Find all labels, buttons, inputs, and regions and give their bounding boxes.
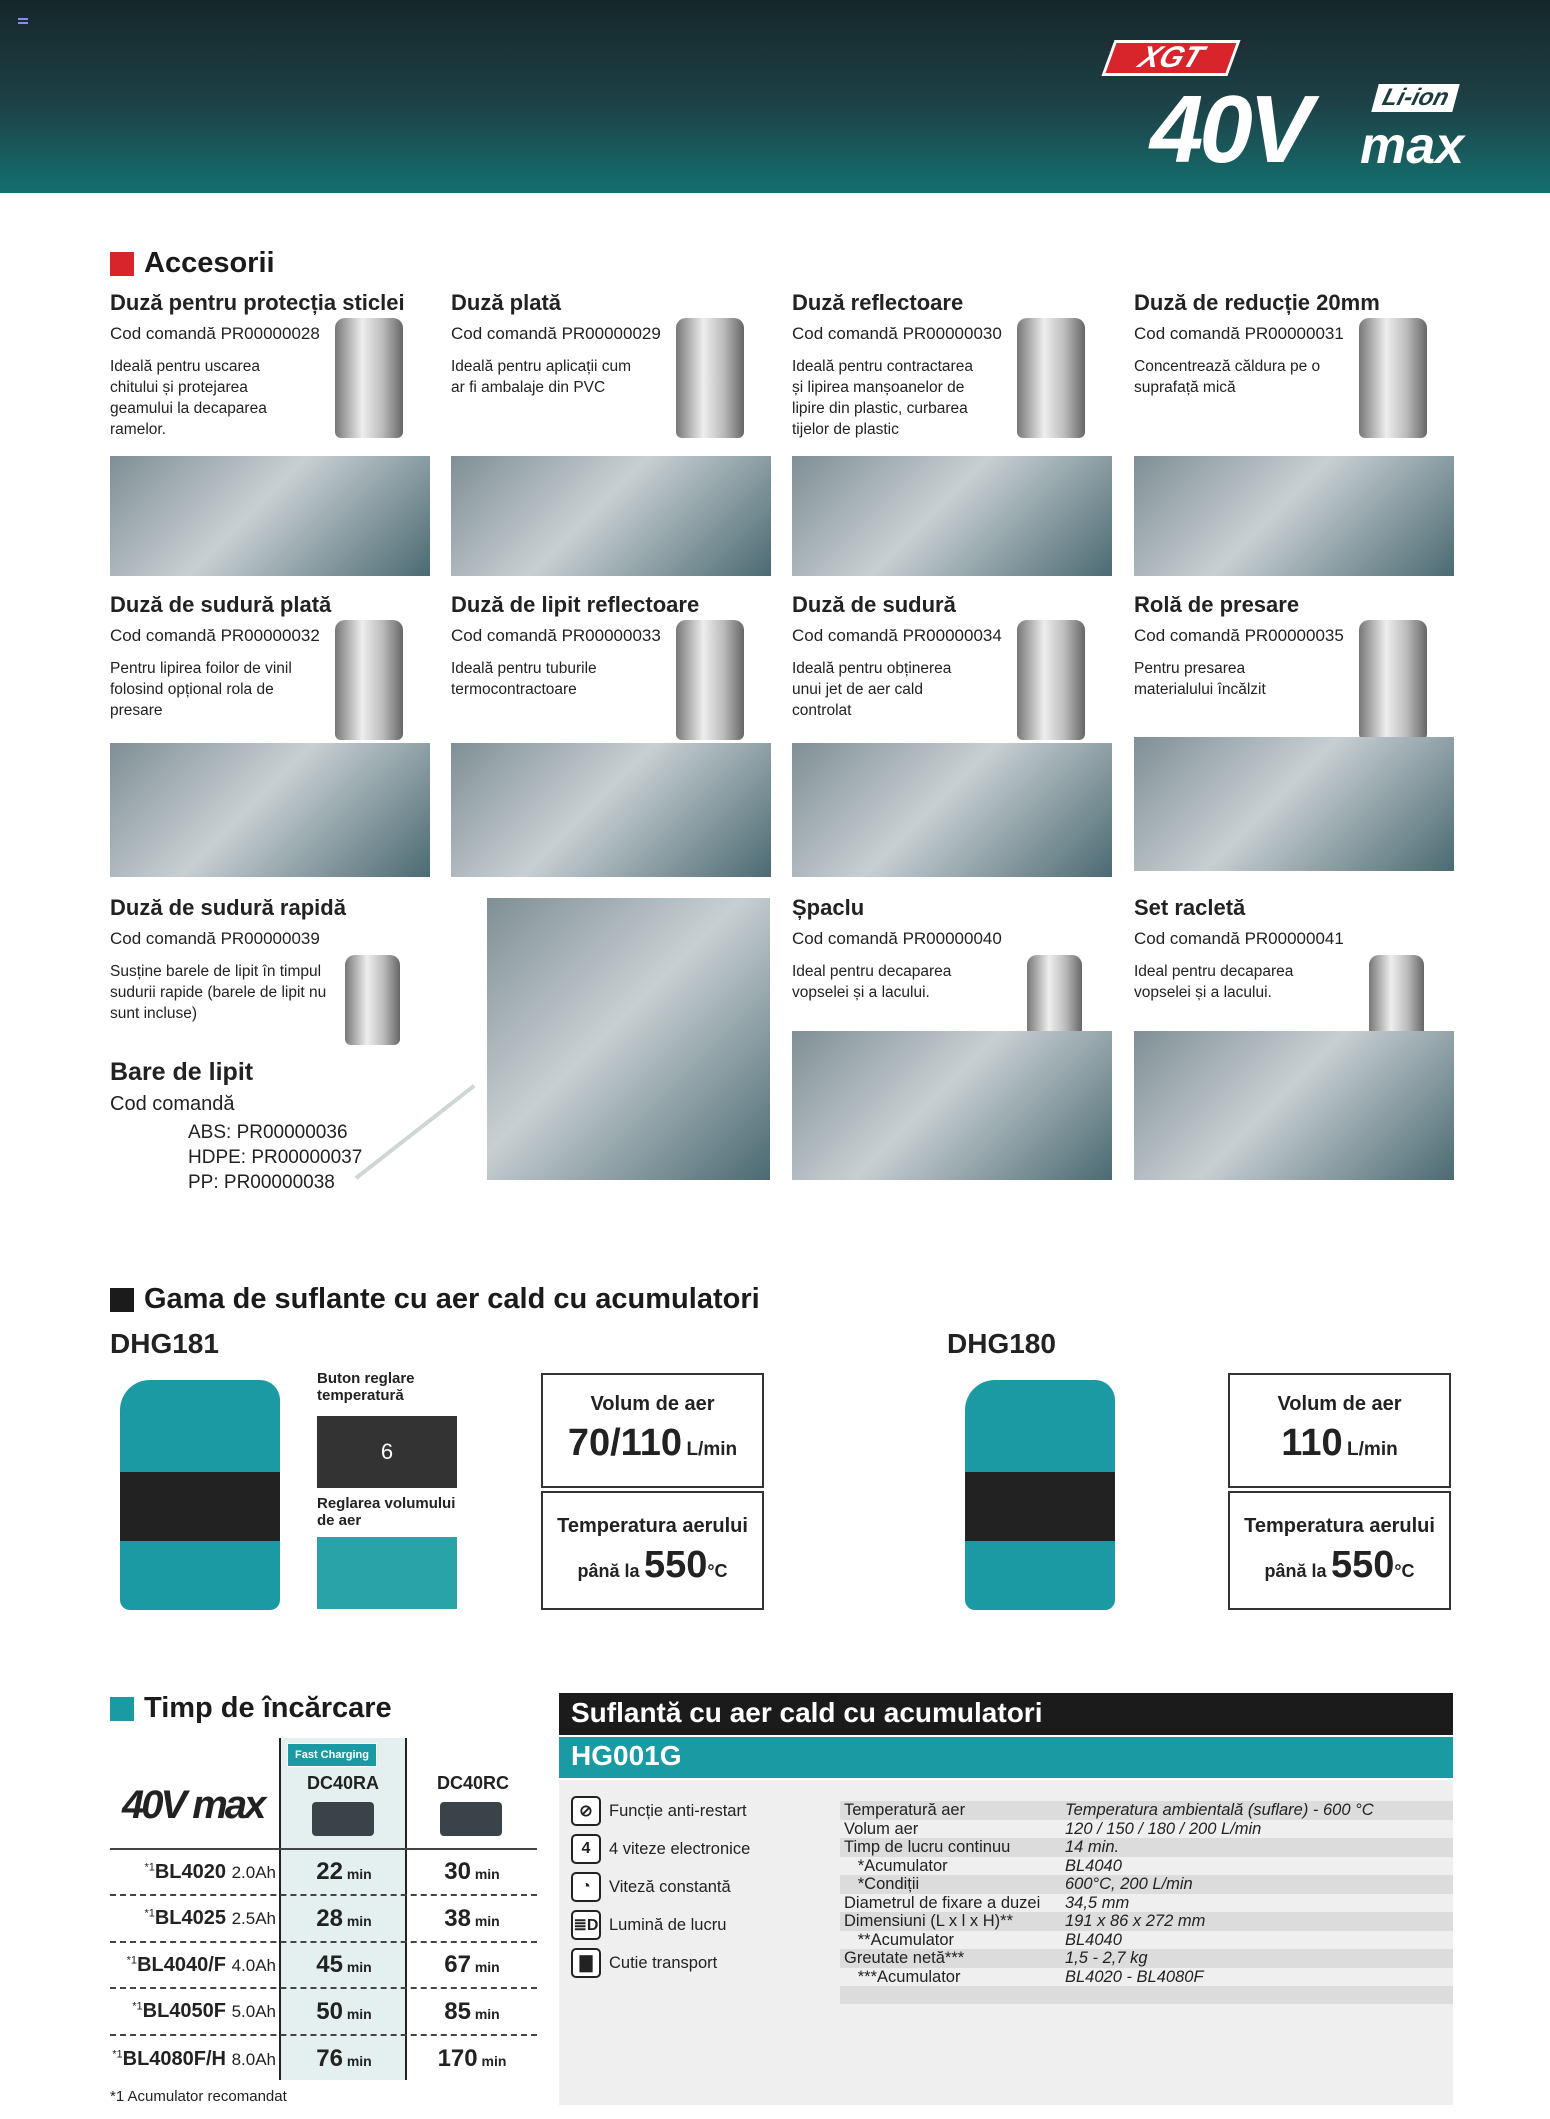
time-dc40ra: 45 min bbox=[316, 1951, 372, 1978]
product-title: Suflantă cu aer cald cu acumulatori bbox=[559, 1693, 1453, 1735]
accessory-desc: Ideală pentru obținerea unui jet de aer cald controlat bbox=[792, 660, 952, 719]
air-callout: Reglarea volumului de aer bbox=[317, 1495, 456, 1529]
dhg181-model: DHG181 bbox=[110, 1328, 219, 1359]
feature-item: ≣D Lumină de lucru bbox=[571, 1906, 750, 1944]
constant-speed-icon: ◔ bbox=[571, 1872, 601, 1902]
accessory-usage-photo bbox=[1134, 737, 1454, 871]
accessory-item bbox=[1134, 895, 1464, 1003]
spec-row: Greutate netă*** 1,5 - 2,7 kg bbox=[840, 1949, 1453, 1968]
anti-restart-icon: ⊘ bbox=[571, 1796, 601, 1826]
dhg181-temp-box: Temperatura aerului până la 550°C bbox=[541, 1491, 764, 1610]
accessory-item bbox=[1134, 592, 1464, 700]
liion-label: Li-ion bbox=[1371, 84, 1460, 112]
accessory-title: Rolă de presare bbox=[1134, 592, 1300, 617]
accessory-item bbox=[792, 290, 1122, 440]
feature-list bbox=[571, 1792, 750, 1982]
accessory-usage-photo bbox=[451, 456, 771, 576]
accessory-code: Cod comandă PR00000030 bbox=[792, 324, 1002, 343]
work-light-icon: ≣D bbox=[571, 1910, 601, 1940]
rods-title: Bare de lipit bbox=[110, 1058, 254, 1086]
accessory-desc: Ideală pentru aplicații cum ar fi ambalaje din PVC bbox=[451, 358, 632, 396]
rod-code: HDPE: PR00000037 bbox=[188, 1147, 363, 1168]
accessory-item bbox=[451, 592, 781, 700]
accessory-item bbox=[451, 290, 781, 398]
accessory-item bbox=[110, 895, 440, 1024]
time-dc40ra: 22 min bbox=[316, 1858, 372, 1885]
accessory-title: Duză pentru protecția sticlei bbox=[110, 290, 405, 315]
accessory-item bbox=[792, 895, 1122, 1003]
time-dc40rc: 38 min bbox=[444, 1904, 500, 1932]
charger-name: DC40RA bbox=[306, 1773, 380, 1793]
accessory-title: Set racletă bbox=[1134, 895, 1246, 920]
rod-image bbox=[355, 1084, 476, 1180]
charging-heading: Timp de încărcare bbox=[110, 1692, 392, 1725]
time-dc40ra: 50 min bbox=[316, 1997, 372, 2025]
battery-model: BL4050F bbox=[142, 2000, 226, 2022]
battery-model: BL4025 bbox=[154, 1907, 226, 1929]
spec-row: **Acumulator BL4040 bbox=[844, 1930, 1122, 1949]
feature-item: ◔ Viteză constantă bbox=[571, 1868, 750, 1906]
temp-dial-image: 6 bbox=[317, 1416, 457, 1488]
rods-code-label: Cod comandă bbox=[110, 1093, 235, 1115]
feature-item: ⊘ Funcție anti-restart bbox=[571, 1792, 750, 1830]
fast-charging-badge: Fast Charging bbox=[288, 1744, 376, 1766]
rods-block bbox=[110, 1058, 362, 1195]
accessory-usage-photo bbox=[110, 743, 430, 877]
accessory-usage-photo bbox=[792, 456, 1112, 576]
air-dial-image bbox=[317, 1537, 457, 1609]
accessory-code: Cod comandă PR00000033 bbox=[451, 626, 661, 645]
rod-code: PP: PR00000038 bbox=[188, 1172, 335, 1193]
carry-case-icon: ▇ bbox=[571, 1948, 601, 1978]
accessory-title: Duză de lipit reflectoare bbox=[451, 592, 700, 617]
charging-row: $^{*1}$BL4080F/H 8.0Ah 76 min 170 min bbox=[110, 2036, 537, 2082]
accessory-desc: Ideală pentru uscarea chitului și protejarea geamului la decaparea ramelor. bbox=[110, 358, 267, 438]
dhg180-air-box: Volum de aer 110 L/min bbox=[1228, 1373, 1451, 1488]
charger-dc40ra-image bbox=[312, 1802, 374, 1836]
quick-weld-photo bbox=[487, 898, 770, 1180]
accessory-code: Cod comandă PR00000035 bbox=[1134, 626, 1344, 645]
accessory-product-image bbox=[1017, 620, 1085, 740]
temp-callout: Buton reglare temperatură bbox=[317, 1370, 415, 1404]
accessory-code: Cod comandă PR00000029 bbox=[451, 324, 661, 343]
accessory-product-image bbox=[676, 318, 744, 438]
time-dc40rc: 67 min bbox=[444, 1951, 500, 1978]
accessory-usage-photo bbox=[1134, 456, 1454, 576]
charger-name: DC40RC bbox=[436, 1773, 510, 1793]
charging-row: $^{*1}$BL4050F 5.0Ah 50 min 85 min bbox=[110, 1990, 537, 2036]
time-dc40ra: 28 min bbox=[316, 1904, 372, 1932]
spec-row: *Condiții 600°C, 200 L/min bbox=[840, 1875, 1453, 1894]
accessory-title: Duză reflectoare bbox=[792, 290, 964, 315]
40v-logo: 40V bbox=[1150, 76, 1309, 183]
feature-item: 4 4 viteze electronice bbox=[571, 1830, 750, 1868]
battery-model: BL4020 bbox=[154, 1860, 226, 1883]
accessory-code: Cod comandă PR00000028 bbox=[110, 324, 320, 343]
dhg181-air-box: Volum de aer 70/110 L/min bbox=[541, 1373, 764, 1488]
accessory-product-image bbox=[345, 955, 400, 1045]
accessory-desc: Ideal pentru decaparea vopselei și a lacului. bbox=[792, 963, 952, 1001]
accessory-desc: Ideală pentru tuburile termocontractoare bbox=[451, 660, 597, 698]
charging-row: $^{*1}$BL4020 2.0Ah 22 min 30 min bbox=[110, 1850, 537, 1896]
accessory-usage-photo bbox=[792, 743, 1112, 877]
menu-icon[interactable] bbox=[18, 18, 28, 24]
battery-model: BL4080F/H bbox=[122, 2047, 226, 2070]
accessory-title: Duză de sudură rapidă bbox=[110, 895, 346, 920]
spec-row: *Acumulator BL4040 bbox=[844, 1856, 1122, 1875]
spec-row: ***Acumulator BL4020 - BL4080F bbox=[844, 1967, 1204, 1986]
accessory-code: Cod comandă PR00000040 bbox=[792, 929, 1002, 948]
accessory-title: Șpaclu bbox=[792, 895, 865, 920]
accessory-code: Cod comandă PR00000032 bbox=[110, 626, 320, 645]
accessory-code: Cod comandă PR00000031 bbox=[1134, 324, 1344, 343]
accessory-title: Duză de sudură plată bbox=[110, 592, 332, 617]
header-banner bbox=[0, 0, 1550, 193]
accessory-desc: Pentru lipirea foilor de vinil folosind opțional rola de presare bbox=[110, 660, 292, 719]
feature-item: ▇ Cutie transport bbox=[571, 1944, 750, 1982]
accessory-title: Duză de reducție 20mm bbox=[1134, 290, 1380, 315]
accessory-title: Duză de sudură bbox=[792, 592, 956, 617]
accessory-product-image bbox=[1359, 318, 1427, 438]
accessory-item bbox=[110, 290, 440, 440]
charging-40v-logo: 40V max bbox=[122, 1783, 264, 1827]
accessory-usage-photo bbox=[451, 743, 771, 877]
accessory-desc: Concentrează căldura pe o suprafață mică bbox=[1134, 358, 1321, 396]
max-label: max bbox=[1360, 117, 1465, 175]
accessory-usage-photo bbox=[1134, 1031, 1454, 1180]
charging-row: $^{*1}$BL4040/F 4.0Ah 45 min 67 min bbox=[110, 1943, 537, 1989]
accessories-heading: Accesorii bbox=[110, 247, 275, 280]
accessory-code: Cod comandă PR00000034 bbox=[792, 626, 1002, 645]
product-model: HG001G bbox=[559, 1737, 1453, 1778]
charging-table bbox=[110, 1850, 537, 2082]
accessory-code: Cod comandă PR00000041 bbox=[1134, 929, 1344, 948]
time-dc40ra: 76 min bbox=[316, 2045, 372, 2072]
spec-row: Dimensiuni (L x l x H)** 191 x 86 x 272 mm bbox=[840, 1912, 1453, 1931]
accessory-usage-photo bbox=[110, 456, 430, 576]
accessory-title: Duză plată bbox=[451, 290, 562, 315]
spec-row: Diametrul de fixare a duzei 34,5 mm bbox=[844, 1893, 1130, 1912]
speed-4-icon: 4 bbox=[571, 1834, 601, 1864]
time-dc40rc: 30 min bbox=[444, 1858, 500, 1885]
battery-model: BL4040/F bbox=[137, 1953, 226, 1976]
accessory-code: Cod comandă PR00000039 bbox=[110, 929, 320, 948]
dhg180-model: DHG180 bbox=[947, 1328, 1056, 1359]
accessory-product-image bbox=[1017, 318, 1085, 438]
accessory-desc: Ideal pentru decaparea vopselei și a lacului. bbox=[1134, 963, 1294, 1001]
accessory-usage-photo bbox=[792, 1031, 1112, 1180]
accessory-product-image bbox=[1359, 620, 1427, 740]
dhg180-temp-box: Temperatura aerului până la 550°C bbox=[1228, 1491, 1451, 1610]
xgt-badge: XGT bbox=[1101, 40, 1240, 76]
range-heading: Gama de suflante cu aer cald cu acumulatori bbox=[110, 1283, 760, 1316]
spec-row: Temperatură aer Temperatura ambientală (suflare) - 600 °C bbox=[840, 1801, 1453, 1820]
dhg180-tool-image bbox=[965, 1380, 1115, 1610]
accessory-item bbox=[110, 592, 440, 721]
accessory-item bbox=[792, 592, 1122, 721]
accessory-product-image bbox=[676, 620, 744, 740]
accessory-item bbox=[1134, 290, 1464, 398]
accessory-desc: Susține barele de lipit în timpul sudurii rapide (barele de lipit nu sunt incluse) bbox=[110, 963, 327, 1022]
time-dc40rc: 85 min bbox=[444, 1997, 500, 2025]
accessory-desc: Ideală pentru contractarea și lipirea manșoanelor de lipire din plastic, curbarea tijelor de plastic bbox=[792, 358, 973, 438]
accessory-product-image bbox=[335, 318, 403, 438]
spec-row: Volum aer 120 / 150 / 180 / 200 L/min bbox=[844, 1819, 1262, 1838]
accessory-product-image bbox=[335, 620, 403, 740]
time-dc40rc: 170 min bbox=[437, 2045, 507, 2072]
charging-row: $^{*1}$BL4025 2.5Ah 28 min 38 min bbox=[110, 1897, 537, 1943]
charger-dc40rc-image bbox=[440, 1802, 502, 1836]
dhg181-tool-image bbox=[120, 1380, 280, 1610]
spec-table bbox=[840, 1801, 1453, 2004]
accessory-desc: Pentru presarea materialului încălzit bbox=[1134, 660, 1266, 698]
rod-code: ABS: PR00000036 bbox=[188, 1122, 348, 1143]
spec-row: Timp de lucru continuu 14 min. bbox=[840, 1838, 1453, 1857]
charging-footnote: *1 Acumulator recomandat bbox=[110, 2088, 287, 2105]
